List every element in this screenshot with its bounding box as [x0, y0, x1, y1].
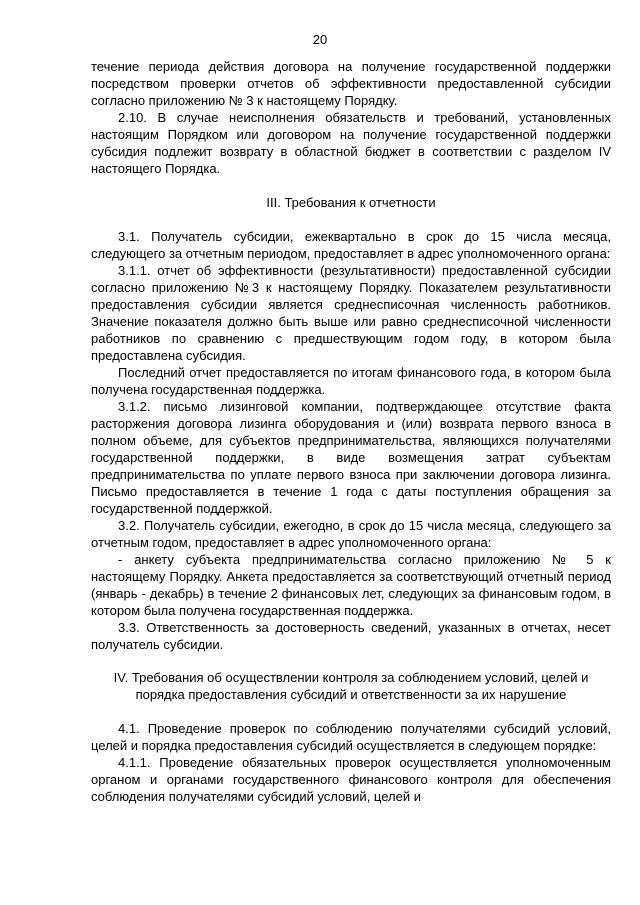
paragraph-2-9-continued: течение периода действия договора на получение государственной поддержки посредством проверки отчетов об эффективности предоставленной субсидии согласно приложению № 3 к настоящему Порядку.: [91, 59, 611, 108]
spacer: [91, 177, 611, 194]
section-heading-iii: III. Требования к отчетности: [266, 195, 436, 210]
paragraph-4-1-1: 4.1.1. Проведение обязательных проверок осуществляется уполномоченным органом и органами государственного финансового контроля для обеспечения соблюдения получателями субсидий условий, целей и: [91, 755, 611, 804]
paragraph-4-1: 4.1. Проведение проверок по соблюдению получателями субсидий условий, целей и порядка предоставления субсидий осуществляется в следующем порядке:: [91, 721, 611, 753]
paragraph-last-report: Последний отчет предоставляется по итогам финансового года, в котором была получена государственная поддержка.: [91, 365, 611, 397]
paragraph-3-1-2: 3.1.2. письмо лизинговой компании, подтверждающее отсутствие факта расторжения договора лизинга оборудования и (или) возврата первого взноса в полном объеме, для субъектов предпринимательства, являющихся получателями государственной поддержки, в виде возмещения затрат субъектам предпринимательства по уплате первого взноса при заключении договора лизинга. Письмо предоставляется в течение 1 года с даты поступления обращения за государственной поддержкой.: [91, 399, 611, 516]
paragraph-questionnaire: - анкету субъекта предпринимательства согласно приложению № 5 к настоящему Порядку. Анкета предоставляется за соответствующий отчетный период (январь - декабрь) в течение 2 финансовых лет, следующих за финансовым годом, в котором была получена государственная поддержка.: [91, 552, 611, 618]
page-number: 20: [312, 32, 328, 47]
paragraph-3-1: 3.1. Получатель субсидии, ежеквартально в срок до 15 числа месяца, следующего за отчетным периодом, предоставляет в адрес уполномоченного органа:: [91, 229, 611, 261]
section-heading-iv: IV. Требования об осуществлении контроля за соблюдением условий, целей и порядка предоставления субсидий и ответственности за их нарушение: [113, 670, 589, 702]
paragraph-2-10: 2.10. В случае неисполнения обязательств и требований, установленных настоящим Порядком или договором на получение государственной поддержки субсидия подлежит возврату в областной бюджет в соответствии с разделом IV настоящего Порядка.: [91, 110, 611, 176]
spacer: [91, 703, 611, 720]
document-body: [91, 58, 611, 805]
paragraph-3-2: 3.2. Получатель субсидии, ежегодно, в срок до 15 числа месяца, следующего за отчетным годом, предоставляет в адрес уполномоченного органа:: [91, 518, 611, 550]
spacer: [91, 211, 611, 228]
paragraph-3-3: 3.3. Ответственность за достоверность сведений, указанных в отчетах, несет получатель субсидии.: [91, 620, 611, 652]
paragraph-3-1-1: 3.1.1. отчет об эффективности (результативности) предоставленной субсидии согласно приложению №3 к настоящему Порядку. Показателем результативности предоставления субсидии является среднесписочная численность работников. Значение показателя должно быть выше или равно среднесписочной численности работников по сравнению с предшествующим годом году, в котором была предоставлена субсидия.: [91, 263, 611, 363]
spacer: [91, 653, 611, 669]
